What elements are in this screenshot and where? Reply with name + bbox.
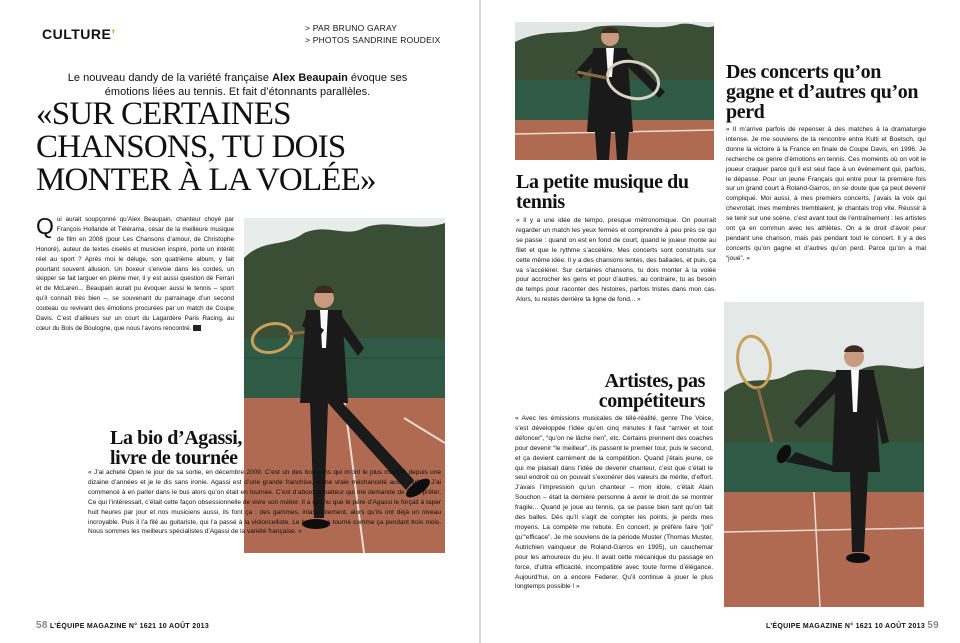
magazine-line-left: L’ÉQUIPE MAGAZINE N° 1621 10 AOÛT 2013 xyxy=(49,623,210,630)
subhead-artistes: Artistes, pas compétiteurs xyxy=(598,370,705,412)
body-bio-agassi: « J’ai acheté Open le jour de sa sortie, en décembre 2009. C’est un des bouquins qui m’ont le plus marqué depuis une dizaine d’années et je le dis sans ironie. Agassi est d’une grande franchise, d’une vraie méchanceté aussi parfois. J’ai commencé à en parler dans le bus alors qu’on était en tournée. C’est d’abord le batteur qui me demande de le lui prêter. Ce qui l’intéressait, c’était cette façon obsessionnelle de vivre son métier. Il a retenu que le père d’Agassi le forçait à taper huit heures par jour et nos musiciens aussi, ils font ça : des gammes, inlassablement, alors qu’ils ont déjà un niveau incroyable. Puis il l’a filé au guitariste, qui l’a passé à la violoncelliste. Le bouquin a tourné comme ça pendant trois mois. Nous sommes les meilleurs spécialistes d’Agassi de la variété française. » xyxy=(88,469,441,536)
magazine-line-right: L’ÉQUIPE MAGAZINE N° 1621 10 AOÛT 2013 xyxy=(766,623,926,630)
credit-author: > PAR BRUNO GARAY xyxy=(305,23,398,33)
lead-paragraph xyxy=(36,215,234,334)
section-label: CULTURE xyxy=(42,26,112,42)
body-petite-musique: « Il y a une idée de tempo, presque métronomique. On pourrait regarder un match les yeux fermés et comprendre à peu près ce qui se passe : quand on est en fond de court, quand le joueur monte au filet et que le rythme s’accélère. Mes concerts sont construits sur cette même idée. Il y a des chansons lentes, des ballades, et puis, ça va s’accélérer. Sur certaines chansons, tu dois monter à la volée pour accrocher les gens et pour d’autres, au contraire, tu as besoin de temps pour raconter des histoires, parfois tristes dans mon cas. Alors, tu restes derrière ta ligne de fond... » xyxy=(516,217,716,304)
lead-text: ui aurait soupçonné qu’Alex Beaupain, chanteur choyé par François Hollande et Télérama, césar de la meilleure musique de film en 2008 (pour Les Chansons d’amour, de Christophe Honoré), auteur de textes ciselés et musicien inspiré, porte un intérêt réel au sport ? Après moi le déluge, son quatrième album, y fait pourtant souvent allusion. Un boxeur s’envoie dans les cordes, un skipper se fait larguer en pleine mer, il y est aussi question de Ferrari et de McLaren... Beaupain aurait pu évoquer aussi le tennis – sport qu’il connaît très bien –, se souvenant du parrainage d’un second couteau ou revivant des émotions procurées par un match de Coupe Davis. C’est d’ailleurs sur un court du Lagardère Paris Racing, au cœur du Bois de Boulogne, que nous l’avons rencontré. xyxy=(36,216,234,332)
page-number-right: 59 xyxy=(927,620,940,631)
photo-player-kick-right xyxy=(724,302,924,607)
lead-dropcap: Q xyxy=(36,213,54,239)
folio-left xyxy=(36,620,209,631)
subhead-concerts: Des concerts qu’on gagne et d’autres qu’on perd xyxy=(726,61,919,123)
intro-post: évoque ses émotions liées au tennis. Et fait d’étonnants parallèles. xyxy=(104,72,408,98)
left-page xyxy=(0,0,479,643)
end-mark-icon xyxy=(193,325,201,331)
page-number-left: 58 xyxy=(36,620,48,631)
section-tag xyxy=(42,26,116,42)
subhead-petite-musique: La petite musique du tennis xyxy=(516,171,689,213)
intro-pre: Le nouveau dandy de la variété française xyxy=(67,72,273,84)
photo-player-racket-top xyxy=(515,22,714,160)
page-gutter xyxy=(479,0,481,643)
section-mark: ’ xyxy=(111,26,116,42)
body-concerts: « Il m’arrive parfois de repenser à des matches à la dramaturgie intense. Je me souviens de la rencontre entre Kulti et Boetsch, qui donne la victoire à la France en finale de Coupe Davis, en 1996. Je recherche ce genre d’émotions en tennis. Ces moments où on voit le joueur craquer parce qu’il est seul face à un événement qui, parfois, le dépasse. Pour un jeune Français qui entre pour la première fois sur un grand court à Roland-Garros, on se doute que ça peut devenir compliqué. Moi aussi, à mes premiers concerts, j’avais la voix qui chevrotait, mes membres tremblaient, je chantais trop vite. Réussir à se tenir sur une scène, c’est avant tout de l’entraînement : les artistes ont ça en commun avec les athlètes. On a le droit d’avoir peur pendant une chanson, mais pas pendant tout le concert. Il y a des concerts qu’on gagne et d’autres qu’on perd. Parce qu’on a mal “joué”. » xyxy=(726,126,926,262)
intro-standfirst xyxy=(55,71,420,99)
credit-photographer: > PHOTOS SANDRINE ROUDEIX xyxy=(305,35,441,45)
intro-name: Alex Beaupain xyxy=(272,72,348,84)
folio-right xyxy=(766,620,939,631)
credits xyxy=(305,22,440,46)
subhead-bio-agassi: La bio d’Agassi, livre de tournée xyxy=(110,427,242,469)
body-artistes: « Avec les émissions musicales de télé-réalité, genre The Voice, s’est développée l’idée qu’en cinq minutes il faut “arriver et tout défoncer”, “qu’on ne lâche rien”, etc. Certains prennent des coaches pour devenir “le meilleur”, ils passent le premier tour, puis le second, et ça devient carrément de la compétition. Quand j’étais jeune, ce qui me plaisait dans l’idée de devenir chanteur, c’est que c’était le seul endroit où on pouvait s’exonérer des valeurs de mérite, d’effort. J’avais l’impression qu’un chanteur – mon idole, c’était Alain Souchon – était la dernière personne à avoir le droit de se montrer fragile... Quand je joue au tennis, ça se passe bien tant qu’on fait des balles. Dès qu’il s’agit de compter les points, je perds mes moyens. La compète me rebute. En concert, je préfère faire “joli” qu’“efficace”. Je me souviens de la période Muster (Thomas Muster, Autrichien vainqueur de Roland-Garros en 1995), un cauchemar pour les amoureux du jeu. Il avait cette mécanique du passage en force, d’ultra efficacité, incompatible avec toute forme d’élégance. Aujourd’hui, on a encore Federer. Qu’il continue à jouer le plus longtemps possible ! » xyxy=(515,415,713,591)
article-title: «SUR CERTAINES CHANSONS, TU DOIS MONTER À LA VOLÉE» xyxy=(36,96,376,198)
